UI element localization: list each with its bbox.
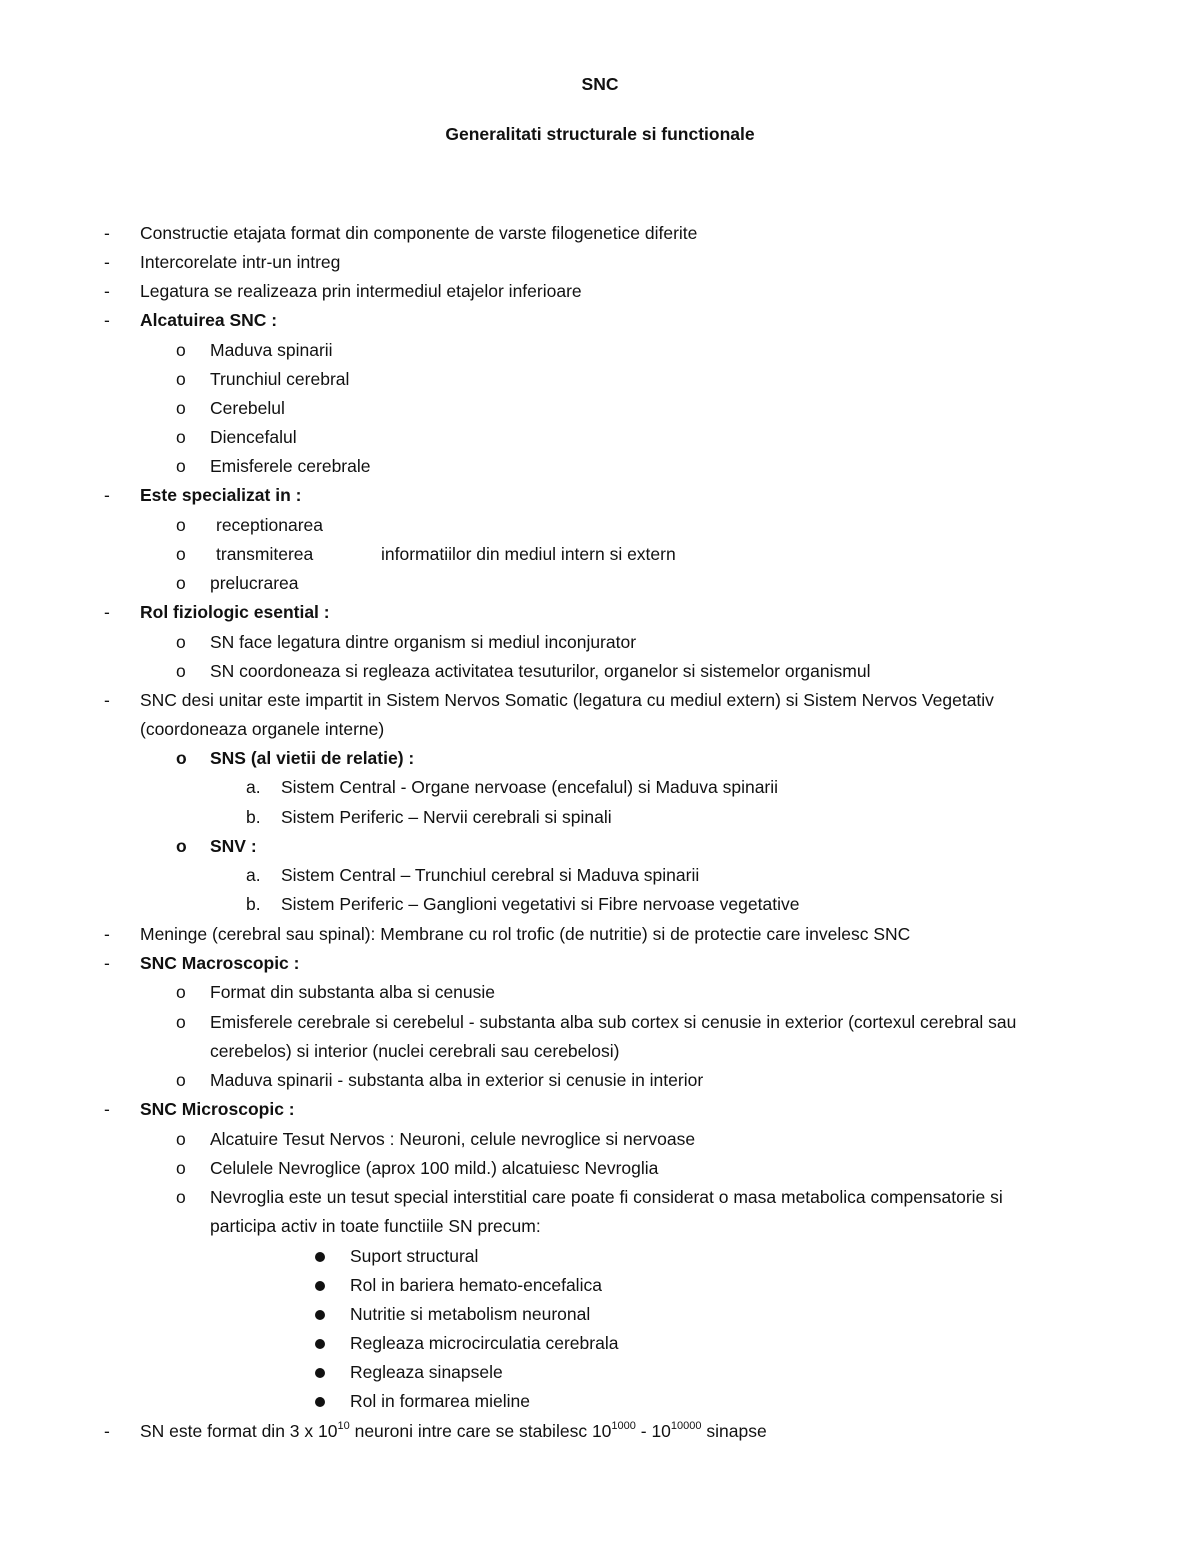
list-item-text: Constructie etajata format din componente de varste filogenetice diferite [140,223,698,243]
power-base: 10 [591,1421,612,1441]
list-item [0,219,1200,248]
range-dash: - [635,1421,652,1441]
circle-bullet: o [176,515,186,535]
bullet-item [0,1242,1200,1271]
dash-bullet: - [104,602,110,622]
list-item-continuation [0,715,1200,744]
list-item-text: Meninge (cerebral sau spinal): Membrane cu rol trofic (de nutritie) si de protectie care invelesc SNC [140,924,911,944]
heading-text: SNC Macroscopic : [140,953,300,973]
sub-list-item-text: prelucrarea [210,573,299,593]
letter-marker: b. [246,894,261,914]
bullet-item [0,1329,1200,1358]
dash-bullet: - [104,485,110,505]
dash-bullet: - [104,953,110,973]
list-item-text: SNC desi unitar este impartit in Sistem Nervos Somatic (legatura cu mediul extern) si Sistem Nervos Vegetativ [140,690,994,710]
sub-list-item [0,1183,1200,1212]
sub-list-item [0,452,1200,481]
circle-bullet: o [176,1070,186,1090]
sub-list-item [0,511,1200,540]
heading-text: SNC Microscopic : [140,1099,295,1119]
sub-list-item [0,1154,1200,1183]
bullet-item [0,1271,1200,1300]
sub-list-item [0,1125,1200,1154]
letter-marker: a. [246,865,261,885]
sub-list-item-text: SN coordoneaza si regleaza activitatea tesuturilor, organelor si sistemelor organismul [210,661,871,681]
sub-list-item-text: transmiterea [216,544,314,564]
lettered-item [0,861,1200,890]
circle-bullet: o [176,369,186,389]
bullet-item-text: Regleaza microcirculatia cerebrala [350,1333,619,1353]
bullet-item [0,1358,1200,1387]
power-base: 10 [318,1421,338,1441]
filled-bullet-icon [315,1368,325,1378]
circle-bullet: o [176,398,186,418]
dash-bullet: - [104,1099,110,1119]
lettered-item [0,890,1200,919]
circle-bullet: o [176,1012,186,1032]
sub-list-item [0,978,1200,1007]
dash-bullet: - [104,310,110,330]
dash-bullet: - [104,223,110,243]
bullet-item-text: Regleaza sinapsele [350,1362,503,1382]
sub-heading [0,744,1200,773]
list-item [0,686,1200,715]
sub-list-item [0,423,1200,452]
circle-bullet: o [176,1158,186,1178]
dash-bullet: - [104,1421,110,1441]
lettered-item-text: Sistem Central – Trunchiul cerebral si Maduva spinarii [281,865,700,885]
circle-bullet: o [176,661,186,681]
bullet-item-text: Rol in bariera hemato-encefalica [350,1275,602,1295]
sub-list-item-text: Maduva spinarii [210,340,333,360]
filled-bullet-icon [315,1397,325,1407]
lettered-item-text: Sistem Periferic – Nervii cerebrali si spinali [281,807,612,827]
list-item-text: Intercorelate intr-un intreg [140,252,341,272]
sub-list-item-text: Emisferele cerebrale [210,456,371,476]
sub-list-item-text: Alcatuire Tesut Nervos : Neuroni, celule nevroglice si nervoase [210,1129,696,1149]
sub-list-item-continuation [0,1212,1200,1241]
filled-bullet-icon [315,1310,325,1320]
lettered-item [0,773,1200,802]
list-item-text: Legatura se realizeaza prin intermediul etajelor inferioare [140,281,582,301]
dash-bullet: - [104,690,110,710]
sub-list-item [0,540,1200,569]
sub-list-item [0,569,1200,598]
circle-bullet: o [176,340,186,360]
sub-list-item-text: Maduva spinarii - substanta alba in exterior si cenusie in interior [210,1070,704,1090]
lettered-item-text: Sistem Periferic – Ganglioni vegetativi si Fibre nervoase vegetative [281,894,800,914]
circle-bullet: o [176,544,186,564]
list-item-text: (coordoneaza organele interne) [140,719,385,739]
section-heading [0,306,1200,335]
bullet-item-text: Rol in formarea mieline [350,1391,530,1411]
sub-list-item-text: Trunchiul cerebral [210,369,350,389]
sentence-middle: neuroni intre care se stabilesc [349,1421,592,1441]
list-item [0,248,1200,277]
heading-text: Alcatuirea SNC : [140,310,278,330]
side-note: informatiilor din mediul intern si extern [381,544,676,564]
bullet-item-text: Nutritie si metabolism neuronal [350,1304,591,1324]
sub-list-item-text: Cerebelul [210,398,285,418]
power-base: 10 [651,1421,671,1441]
circle-bullet: o [176,748,187,768]
lettered-item [0,803,1200,832]
sub-list-item-continuation [0,1037,1200,1066]
bullet-item [0,1300,1200,1329]
bullet-item-text: Suport structural [350,1246,479,1266]
section-heading [0,1095,1200,1124]
sub-heading [0,832,1200,861]
circle-bullet: o [176,1187,186,1207]
sub-list-item-text: participa activ in toate functiile SN precum: [210,1216,541,1236]
letter-marker: b. [246,807,261,827]
circle-bullet: o [176,427,186,447]
letter-marker: a. [246,777,261,797]
filled-bullet-icon [315,1339,325,1349]
circle-bullet: o [176,573,186,593]
power-exponent: 10 [337,1420,350,1432]
dash-bullet: - [104,924,110,944]
sub-list-item-text: Diencefalul [210,427,297,447]
lettered-item-text: Sistem Central - Organe nervoase (encefalul) si Maduva spinarii [281,777,779,797]
filled-bullet-icon [315,1281,325,1291]
sub-list-item-text: receptionarea [216,515,324,535]
section-heading [0,481,1200,510]
document-subtitle: Generalitati structurale si functionale [445,124,755,144]
sub-list-item-text: SN face legatura dintre organism si mediul inconjurator [210,632,637,652]
sentence-prefix: SN este format din 3 x [140,1421,318,1441]
list-item [0,920,1200,949]
sub-heading-text: SNS (al vietii de relatie) : [210,748,415,768]
sub-list-item [0,394,1200,423]
power-exponent: 1000 [611,1420,636,1432]
document-title: SNC [581,74,619,94]
sub-list-item-text: Emisferele cerebrale si cerebelul - substanta alba sub cortex si cenusie in exterior (cortexul cerebral sau [210,1012,1017,1032]
bullet-item [0,1387,1200,1416]
sub-list-item [0,657,1200,686]
sub-list-item [0,1008,1200,1037]
circle-bullet: o [176,456,186,476]
sub-list-item-text: Format din substanta alba si cenusie [210,982,496,1002]
sub-list-item [0,628,1200,657]
power-exponent: 10000 [670,1420,702,1432]
list-item [0,1417,1200,1446]
section-heading [0,949,1200,978]
sub-list-item [0,365,1200,394]
dash-bullet: - [104,252,110,272]
sub-list-item-text: Celulele Nevroglice (aprox 100 mild.) alcatuiesc Nevroglia [210,1158,659,1178]
sub-list-item [0,1066,1200,1095]
filled-bullet-icon [315,1252,325,1262]
sub-list-item-text: cerebelos) si interior (nuclei cerebrali sau cerebelosi) [210,1041,620,1061]
sub-heading-text: SNV : [210,836,257,856]
circle-bullet: o [176,632,186,652]
circle-bullet: o [176,1129,186,1149]
neuron-count-sentence [140,1417,767,1446]
list-item [0,277,1200,306]
sub-list-item-text: Nevroglia este un tesut special interstitial care poate fi considerat o masa metabolica compensatorie si [210,1187,1003,1207]
sub-list-item [0,336,1200,365]
sentence-suffix: sinapse [701,1421,767,1441]
heading-text: Rol fiziologic esential : [140,602,330,622]
heading-text: Este specializat in : [140,485,302,505]
section-heading [0,598,1200,627]
dash-bullet: - [104,281,110,301]
circle-bullet: o [176,836,187,856]
circle-bullet: o [176,982,186,1002]
